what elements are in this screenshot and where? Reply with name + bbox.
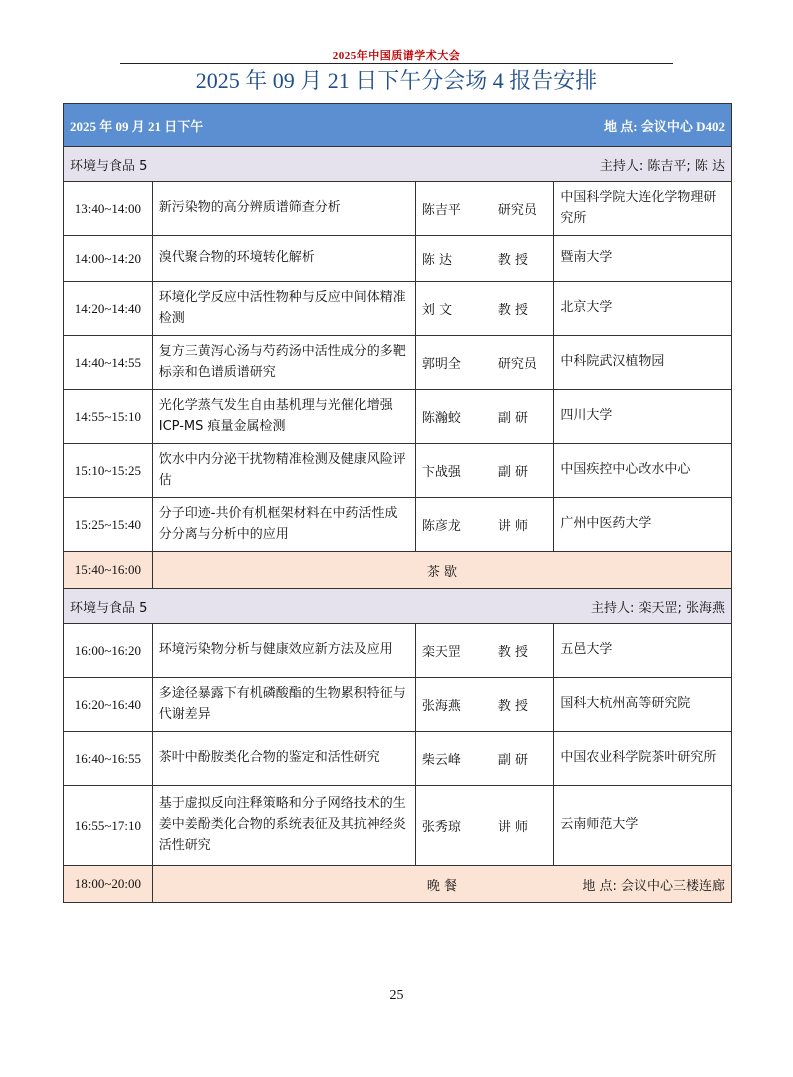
dinner-location: 地 点: 会议中心三楼连廊 xyxy=(582,878,725,894)
group-host: 主持人: 陈吉平; 陈 达 xyxy=(599,158,725,174)
talk-institution: 中国农业科学院茶叶研究所 xyxy=(554,732,732,786)
talk-row xyxy=(64,390,732,444)
talk-institution: 北京大学 xyxy=(554,282,732,336)
talk-speaker xyxy=(415,498,554,552)
tea-break-label: 茶 歇 xyxy=(152,552,731,589)
speaker-name: 卞战强 xyxy=(421,465,461,480)
session-location: 地 点: 会议中心 D402 xyxy=(604,118,725,134)
page-number: 25 xyxy=(389,988,404,1003)
talk-title: 溴代聚合物的环境转化解析 xyxy=(152,236,415,282)
tea-break-time: 15:40~16:00 xyxy=(64,552,153,589)
talk-row xyxy=(64,624,732,678)
speaker-role: 教 授 xyxy=(497,253,528,268)
speaker-role: 副 研 xyxy=(497,465,528,480)
session-header-row xyxy=(64,104,732,147)
talk-time: 16:20~16:40 xyxy=(64,678,153,732)
talk-row xyxy=(64,498,732,552)
dinner-label: 晚 餐 xyxy=(426,878,457,894)
speaker-name: 陈吉平 xyxy=(421,203,461,218)
talk-institution: 广州中医药大学 xyxy=(554,498,732,552)
speaker-name: 陈彦龙 xyxy=(421,519,461,534)
talk-time: 16:40~16:55 xyxy=(64,732,153,786)
group-header-row xyxy=(64,147,732,182)
talk-time: 16:00~16:20 xyxy=(64,624,153,678)
talk-row xyxy=(64,786,732,866)
speaker-role: 研究员 xyxy=(497,357,537,372)
talk-speaker xyxy=(415,624,554,678)
talk-time: 15:25~15:40 xyxy=(64,498,153,552)
talk-time: 13:40~14:00 xyxy=(64,182,153,236)
talk-row xyxy=(64,282,732,336)
talk-speaker xyxy=(415,786,554,866)
speaker-role: 副 研 xyxy=(497,753,528,768)
group-host: 主持人: 栾天罡; 张海燕 xyxy=(590,600,725,616)
talk-title: 新污染物的高分辨质谱筛查分析 xyxy=(152,182,415,236)
dinner-row xyxy=(64,866,732,903)
talk-speaker xyxy=(415,236,554,282)
group-name: 环境与食品 5 xyxy=(70,600,148,616)
speaker-role: 教 授 xyxy=(497,303,528,318)
talk-title: 光化学蒸气发生自由基机理与光催化增强 ICP-MS 痕量金属检测 xyxy=(152,390,415,444)
dinner-time: 18:00~20:00 xyxy=(64,866,153,903)
talk-time: 15:10~15:25 xyxy=(64,444,153,498)
speaker-role: 副 研 xyxy=(497,411,528,426)
speaker-role: 教 授 xyxy=(497,699,528,714)
talk-title: 饮水中内分泌干扰物精准检测及健康风险评估 xyxy=(152,444,415,498)
talk-row xyxy=(64,336,732,390)
speaker-name: 刘 文 xyxy=(421,303,452,318)
talk-speaker xyxy=(415,444,554,498)
talk-speaker xyxy=(415,282,554,336)
talk-row xyxy=(64,236,732,282)
schedule-table xyxy=(63,103,732,903)
speaker-name: 栾天罡 xyxy=(421,645,461,660)
speaker-name: 郭明全 xyxy=(421,357,461,372)
talk-title: 茶叶中酚胺类化合物的鉴定和活性研究 xyxy=(152,732,415,786)
talk-speaker xyxy=(415,678,554,732)
talk-speaker xyxy=(415,336,554,390)
talk-speaker xyxy=(415,390,554,444)
group-header-row xyxy=(64,589,732,624)
talk-row xyxy=(64,678,732,732)
speaker-name: 柴云峰 xyxy=(421,753,461,768)
talk-row xyxy=(64,182,732,236)
talk-time: 16:55~17:10 xyxy=(64,786,153,866)
talk-time: 14:20~14:40 xyxy=(64,282,153,336)
speaker-role: 讲 师 xyxy=(497,820,528,835)
talk-institution: 暨南大学 xyxy=(554,236,732,282)
talk-title: 分子印迹-共价有机框架材料在中药活性成分分离与分析中的应用 xyxy=(152,498,415,552)
talk-institution: 中国疾控中心改水中心 xyxy=(554,444,732,498)
talk-row xyxy=(64,732,732,786)
talk-time: 14:55~15:10 xyxy=(64,390,153,444)
talk-time: 14:00~14:20 xyxy=(64,236,153,282)
speaker-name: 陈瀚蛟 xyxy=(421,411,461,426)
tea-break-row xyxy=(64,552,732,589)
group-name: 环境与食品 5 xyxy=(70,158,148,174)
talk-title: 多途径暴露下有机磷酸酯的生物累积特征与代谢差异 xyxy=(152,678,415,732)
speaker-role: 教 授 xyxy=(497,645,528,660)
speaker-name: 张海燕 xyxy=(421,699,461,714)
talk-institution: 云南师范大学 xyxy=(554,786,732,866)
talk-speaker xyxy=(415,182,554,236)
session-date: 2025 年 09 月 21 日下午 xyxy=(70,118,204,134)
talk-title: 环境污染物分析与健康效应新方法及应用 xyxy=(152,624,415,678)
speaker-name: 张秀琼 xyxy=(421,820,461,835)
talk-title: 基于虚拟反向注释策略和分子网络技术的生姜中姜酚类化合物的系统表征及其抗神经炎活性研究 xyxy=(152,786,415,866)
talk-time: 14:40~14:55 xyxy=(64,336,153,390)
talk-speaker xyxy=(415,732,554,786)
talk-institution: 中国科学院大连化学物理研究所 xyxy=(554,182,732,236)
page-title: 2025 年 09 月 21 日下午分会场 4 报告安排 xyxy=(195,68,598,93)
speaker-role: 讲 师 xyxy=(497,519,528,534)
talk-title: 复方三黄泻心汤与芍药汤中活性成分的多靶标亲和色谱质谱研究 xyxy=(152,336,415,390)
conference-header: 2025年中国质谱学术大会 xyxy=(332,50,461,62)
talk-institution: 国科大杭州高等研究院 xyxy=(554,678,732,732)
talk-row xyxy=(64,444,732,498)
speaker-name: 陈 达 xyxy=(421,253,452,268)
speaker-role: 研究员 xyxy=(497,203,537,218)
talk-institution: 五邑大学 xyxy=(554,624,732,678)
talk-title: 环境化学反应中活性物种与反应中间体精准检测 xyxy=(152,282,415,336)
talk-institution: 四川大学 xyxy=(554,390,732,444)
talk-institution: 中科院武汉植物园 xyxy=(554,336,732,390)
